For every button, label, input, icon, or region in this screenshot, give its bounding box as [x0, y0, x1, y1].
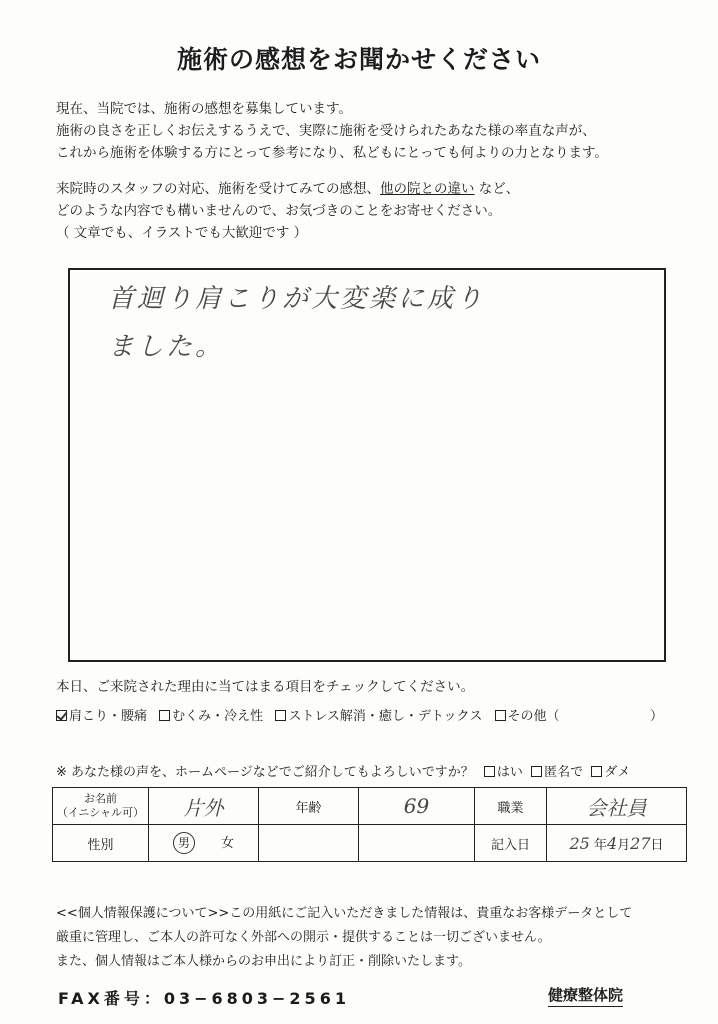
prompt-text [56, 178, 519, 244]
reason-item[interactable] [159, 709, 263, 724]
reason-label: その他（ [507, 709, 560, 724]
reason-label: むくみ・冷え性 [172, 709, 264, 724]
name-label: お名前 [84, 792, 117, 805]
intro-line: これから施術を体験する方にとって参考になり、私どもにとっても何よりの力となります。 [56, 145, 608, 161]
date-value-cell[interactable] [547, 825, 687, 862]
checkbox[interactable] [275, 710, 286, 721]
prompt-segment: など、 [474, 181, 520, 197]
checkbox[interactable] [159, 710, 170, 721]
name-value-cell[interactable] [149, 788, 259, 825]
privacy-line: また、個人情報はご本人様からのお申出により訂正・削除いたします。 [56, 954, 471, 969]
publish-option-label: はい [496, 765, 523, 780]
reason-item[interactable] [275, 709, 482, 724]
prompt-underlined: 他の院との違い [380, 181, 475, 197]
intro-line: 現在、当院では、施術の感想を募集しています。 [56, 101, 352, 117]
name-sublabel: （イニシャル可） [56, 806, 145, 819]
intro-text [56, 98, 608, 164]
fax-number: FAX番号：03−6803−2561 [58, 989, 350, 1008]
page-title: 施術の感想をお聞かせください [176, 45, 541, 74]
prompt-line: （ 文章でも、イラストでも大歓迎です ） [56, 225, 308, 241]
publish-option-label: ダメ [604, 765, 631, 780]
age-label: 年齢 [295, 800, 322, 816]
reason-item[interactable] [56, 709, 147, 724]
publish-row [56, 762, 630, 784]
date-month: 4 [606, 833, 618, 853]
job-value-cell[interactable] [547, 788, 687, 825]
age-value: 69 [403, 794, 430, 818]
prompt-line: どのような内容でも構いませんので、お気づきのことをお寄せください。 [56, 203, 502, 219]
name-value: 片外 [183, 795, 224, 820]
checkbox[interactable] [591, 766, 602, 777]
job-label: 職業 [497, 800, 524, 816]
publish-option[interactable] [531, 765, 583, 780]
date-unit: 年 [593, 837, 607, 853]
publish-option[interactable] [484, 765, 523, 780]
publish-question: ※ あなた様の声を、ホームページなどでご紹介してもよろしいですか？ [56, 765, 474, 780]
intro-line: 施術の良さを正しくお伝えするうえで、実際に施術を受けられたあなた様の率直な声が、 [56, 123, 596, 139]
date-label: 記入日 [490, 837, 530, 853]
publish-option-label: 匿名で [544, 765, 584, 780]
checkbox[interactable] [531, 766, 542, 777]
job-label-cell [475, 788, 547, 825]
reason-close: ） [650, 709, 664, 724]
date-unit: 日 [650, 837, 664, 853]
name-label-cell [53, 788, 149, 825]
reason-label: 肩こり・腰痛 [69, 709, 148, 724]
customer-info-table [52, 787, 687, 862]
date-label-cell [475, 825, 547, 862]
date-year: 25 [569, 833, 590, 853]
empty-cell [359, 825, 475, 862]
gender-female[interactable]: 女 [220, 836, 234, 851]
reason-question: 本日、ご来院された理由に当てはまる項目をチェックしてください。 [56, 679, 475, 695]
empty-cell [259, 825, 359, 862]
age-label-cell [259, 788, 359, 825]
prompt-line [56, 178, 519, 200]
checkbox[interactable] [495, 710, 506, 721]
comment-line: ました。 [108, 332, 225, 362]
publish-option[interactable] [591, 765, 630, 780]
gender-label-cell [53, 825, 149, 862]
gender-label: 性別 [87, 837, 114, 853]
checkbox-checked[interactable] [56, 710, 67, 721]
privacy-line: <<個人情報保護について>>この用紙にご記入いただきました情報は、貴重なお客様データとして [56, 906, 633, 921]
privacy-notice [56, 902, 632, 974]
table-row [53, 788, 687, 825]
prompt-segment: 来院時のスタッフの対応、施術を受けてみての感想、 [56, 181, 380, 197]
reason-item[interactable] [495, 709, 560, 724]
clinic-name: 健療整体院 [548, 984, 623, 1007]
date-day: 27 [630, 833, 651, 853]
table-row [53, 825, 687, 862]
comment-line: 首迴り肩こりが大変楽に成り [108, 284, 486, 314]
age-value-cell[interactable] [359, 788, 475, 825]
gender-value-cell[interactable] [149, 825, 259, 862]
checkbox[interactable] [484, 766, 495, 777]
date-unit: 月 [617, 837, 631, 853]
reason-checklist [56, 706, 560, 728]
privacy-line: 厳重に管理し、ご本人の許可なく外部への開示・提供することは一切ございません。 [56, 930, 551, 945]
reason-label: ストレス解消・癒し・デトックス [288, 709, 483, 724]
job-value: 会社員 [586, 795, 647, 820]
gender-male-circled[interactable]: 男 [173, 832, 195, 854]
